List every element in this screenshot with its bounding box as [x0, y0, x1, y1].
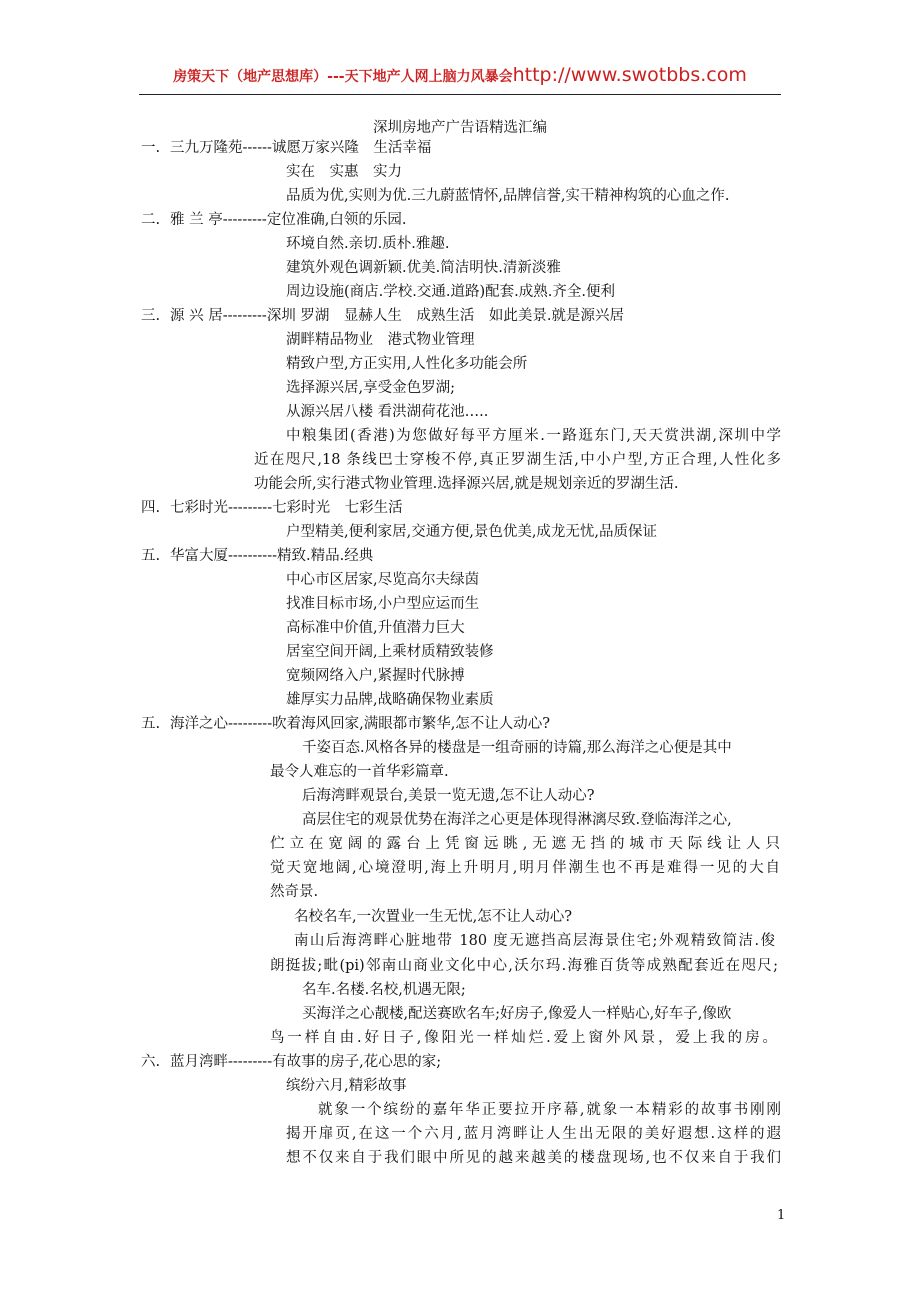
line-text: 缤纷六月,精彩故事 — [286, 1078, 407, 1094]
line-text: 从源兴居八楼 看洪湖荷花池….. — [286, 404, 489, 420]
line-text: 选择源兴居,享受金色罗湖; — [286, 380, 455, 396]
line-text: 然奇景. — [270, 884, 319, 900]
section-number: 一. — [141, 140, 161, 156]
line-text: 近在咫尺,18 条线巴士穿梭不停,真正罗湖生活,中小户型,方正合理,人性化多 — [254, 452, 781, 468]
section-heading-text: 蓝月湾畔---------有故事的房子,花心思的家; — [170, 1054, 442, 1070]
line-text: 揭开扉页,在这一个六月,蓝月湾畔让人生出无限的美好遐想.这样的遐 — [286, 1126, 781, 1142]
section-heading-text: 华富大厦----------精致.精品.经典 — [170, 548, 374, 564]
line-text: 后海湾畔观景台,美景一览无遗,怎不让人动心? — [302, 788, 595, 804]
line-text: 精致户型,方正实用,人性化多功能会所 — [286, 356, 528, 372]
header-url-link[interactable]: http://www.swotbbs.com — [512, 64, 747, 86]
line-text: 实在 实惠 实力 — [286, 164, 402, 180]
section-heading-text: 三九万隆苑------诚愿万家兴隆 生活幸福 — [170, 140, 432, 156]
section-heading-text: 雅 兰 亭---------定位准确,白领的乐园. — [170, 212, 407, 228]
line-text: 湖畔精品物业 港式物业管理 — [286, 332, 475, 348]
page-header — [139, 64, 781, 95]
line-text: 户型精美,便利家居,交通方便,景色优美,成龙无忧,品质保证 — [286, 524, 658, 540]
line-text: 功能会所,实行港式物业管理.选择源兴居,就是规划亲近的罗湖生活. — [254, 476, 679, 492]
section-number: 三. — [141, 308, 161, 324]
section-number: 五. — [141, 548, 161, 564]
header-text: 房策天下（地产思想库）---天下地产人网上脑力风暴会 — [173, 69, 513, 85]
line-text: 觉天宽地阔,心境澄明,海上升明月,明月伴潮生也不再是难得一见的大自 — [270, 860, 780, 876]
line-text: 居室空间开阔,上乘材质精致装修 — [286, 644, 494, 660]
line-text: 鸟一样自由.好日子,像阳光一样灿烂.爱上窗外风景，爱上我的房。 — [270, 1030, 777, 1046]
line-text: 周边设施(商店.学校.交通.道路)配套.成熟.齐全.便利 — [286, 284, 615, 300]
line-text: 名车.名楼.名校,机遇无限; — [302, 982, 466, 998]
line-text: 南山后海湾畔心脏地带 180 度无遮挡高层海景住宅;外观精致简洁.俊 — [294, 933, 775, 949]
section-number: 五. — [141, 716, 161, 732]
line-text: 千姿百态.风格各异的楼盘是一组奇丽的诗篇,那么海洋之心便是其中 — [302, 740, 732, 756]
section-heading-text: 海洋之心---------吹着海风回家,满眼都市繁华,怎不让人动心? — [170, 716, 551, 732]
section-heading-text: 七彩时光---------七彩时光 七彩生活 — [170, 500, 403, 516]
document-title: 深圳房地产广告语精选汇编 — [373, 120, 547, 136]
line-text: 伫立在宽阔的露台上凭窗远眺,无遮无挡的城市天际线让人只 — [270, 836, 780, 852]
line-text: 雄厚实力品牌,战略确保物业素质 — [286, 692, 494, 708]
line-text: 最令人难忘的一首华彩篇章. — [270, 764, 449, 780]
line-text: 宽频网络入户,紧握时代脉搏 — [286, 668, 465, 684]
line-text: 朗挺拔;毗(pi)邻南山商业文化中心,沃尔玛.海雅百货等成熟配套近在咫尺; — [270, 958, 778, 974]
section-number: 二. — [141, 212, 161, 228]
line-text: 中心市区居家,尽览高尔夫绿茵 — [286, 572, 480, 588]
line-text: 就象一个缤纷的嘉年华正要拉开序幕,就象一本精彩的故事书刚刚 — [318, 1102, 781, 1118]
section-number: 六. — [141, 1054, 161, 1070]
line-text: 品质为优,实则为优.三九蔚蓝情怀,品牌信誉,实干精神构筑的心血之作. — [286, 188, 730, 204]
line-text: 买海洋之心靓楼,配送赛欧名车;好房子,像爱人一样贴心,好车子,像欧 — [302, 1006, 732, 1022]
page-number: 1 — [777, 1208, 786, 1223]
section-heading-text: 源 兴 居---------深圳 罗湖 显赫人生 成熟生活 如此美景.就是源兴居 — [170, 308, 625, 324]
line-text: 环境自然.亲切.质朴.雅趣. — [286, 236, 450, 252]
line-text: 找准目标市场,小户型应运而生 — [286, 596, 480, 612]
section-number: 四. — [141, 500, 161, 516]
line-text: 中粮集团(香港)为您做好每平方厘米.一路逛东门,天天赏洪湖,深圳中学 — [286, 428, 781, 444]
line-text: 建筑外观色调新颖.优美.简洁明快.清新淡雅 — [286, 260, 561, 276]
line-text: 想不仅来自于我们眼中所见的越来越美的楼盘现场,也不仅来自于我们 — [286, 1150, 781, 1166]
line-text: 名校名车,一次置业一生无忧,怎不让人动心? — [294, 909, 572, 925]
line-text: 高标准中价值,升值潜力巨大 — [286, 620, 465, 636]
line-text: 高层住宅的观景优势在海洋之心更是体现得淋漓尽致.登临海洋之心, — [302, 812, 732, 828]
